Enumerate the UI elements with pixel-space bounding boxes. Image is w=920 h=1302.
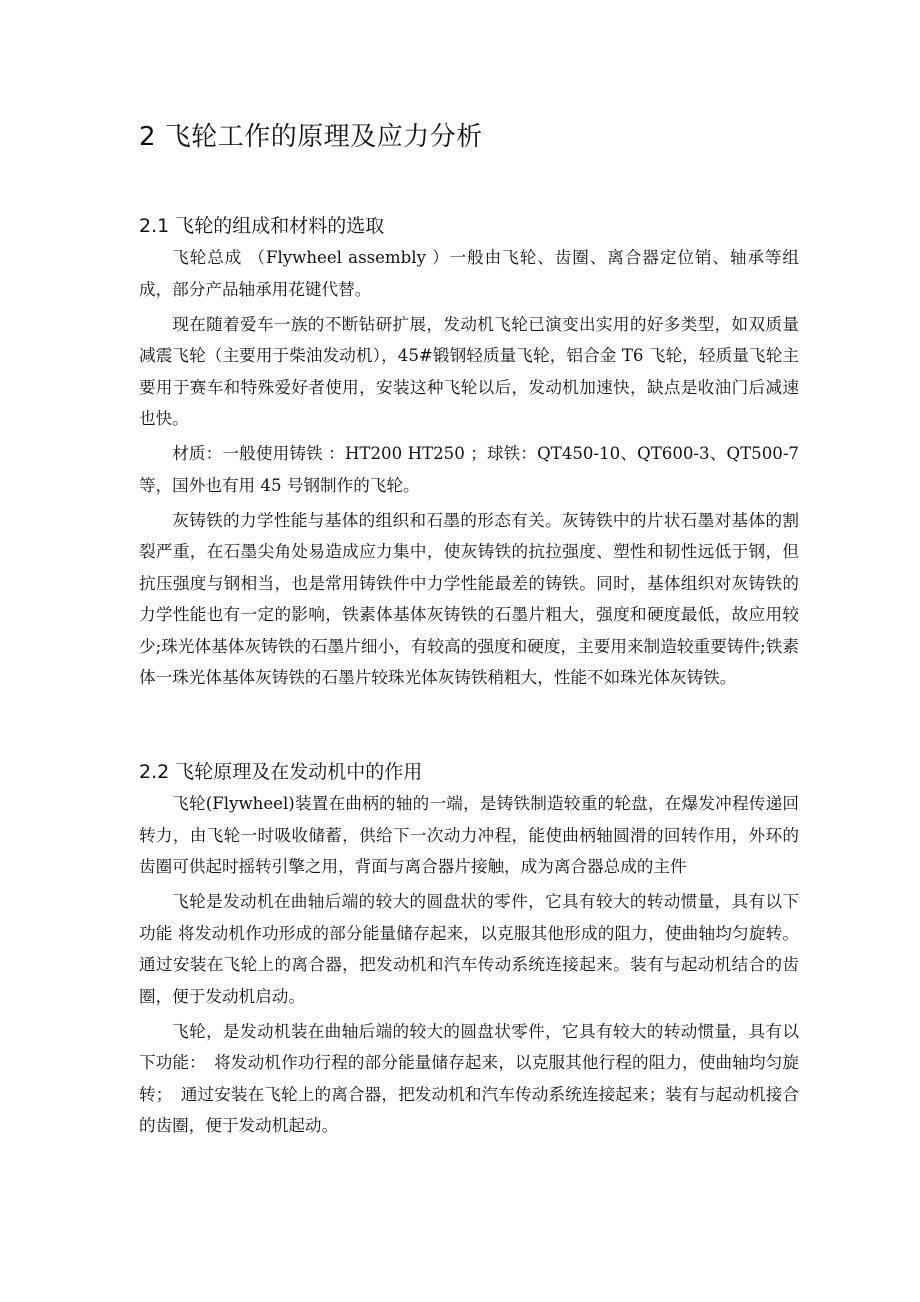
paragraph: 飞轮(Flywheel)装置在曲柄的轴的一端，是铸铁制造较重的轮盘，在爆发冲程传递回转力，由飞轮一时吸收储蓄，供给下一次动力冲程，能使曲柄轴圆滑的回转作用，外环的齿圈可供起时摇转引擎之用，背面与离合器片接触，成为离合器总成的主件 xyxy=(139,794,799,876)
paragraph: 飞轮是发动机在曲轴后端的较大的圆盘状的零件，它具有较大的转动惯量，具有以下功能 将发动机作功形成的部分能量储存起来，以克服其他形成的阻力，使曲轴均匀旋转。通过安装在飞轮上的离合器，把发动机和汽车传动系统连接起来。装有与起动机结合的齿圈，便于发动机启动。 xyxy=(139,892,799,1006)
paragraph: 材质：一般使用铸铁 ：HT200 HT250 ；球铁：QT450-10、QT600-3、QT500-7等，国外也有用 45 号钢制作的飞轮。 xyxy=(139,444,799,495)
paragraph: 现在随着爱车一族的不断钻研扩展，发动机飞轮已演变出实用的好多类型，如双质量减震飞轮（主要用于柴油发动机），45#锻钢轻质量飞轮，铝合金 T6 飞轮，轻质量飞轮主要用于赛车和特殊爱好者使用，安装这种飞轮以后，发动机加速快，缺点是收油门后减速也快。 xyxy=(139,314,799,428)
section-2-2 xyxy=(139,756,799,1142)
chapter-title: 2 飞轮工作的原理及应力分析 xyxy=(139,122,483,152)
section-2-1 xyxy=(139,210,799,694)
paragraph: 飞轮总成 （Flywheel assembly ）一般由飞轮、齿圈、离合器定位销、轴承等组成，部分产品轴承用花键代替。 xyxy=(139,248,799,299)
paragraph: 飞轮，是发动机装在曲轴后端的较大的圆盘状零件，它具有较大的转动惯量，具有以下功能： 将发动机作功行程的部分能量储存起来，以克服其他行程的阻力，使曲轴均匀旋转； 通过安装在飞轮上的离合器，把发动机和汽车传动系统连接起来；装有与起动机接合的齿圈，便于发动机起动。 xyxy=(139,1021,799,1135)
paragraph: 灰铸铁的力学性能与基体的组织和石墨的形态有关。灰铸铁中的片状石墨对基体的割裂严重，在石墨尖角处易造成应力集中，使灰铸铁的抗拉强度、塑性和韧性远低于钢，但抗压强度与钢相当，也是常用铸铁件中力学性能最差的铸铁。同时，基体组织对灰铸铁的力学性能也有一定的影响，铁素体基体灰铸铁的石墨片粗大，强度和硬度最低，故应用较少;珠光体基体灰铸铁的石墨片细小，有较高的强度和硬度，主要用来制造较重要铸件;铁素体一珠光体基体灰铸铁的石墨片较珠光体灰铸铁稍粗大，性能不如珠光体灰铸铁。 xyxy=(139,510,799,687)
section-heading: 2.2 飞轮原理及在发动机中的作用 xyxy=(139,761,423,783)
section-heading: 2.1 飞轮的组成和材料的选取 xyxy=(139,215,385,237)
